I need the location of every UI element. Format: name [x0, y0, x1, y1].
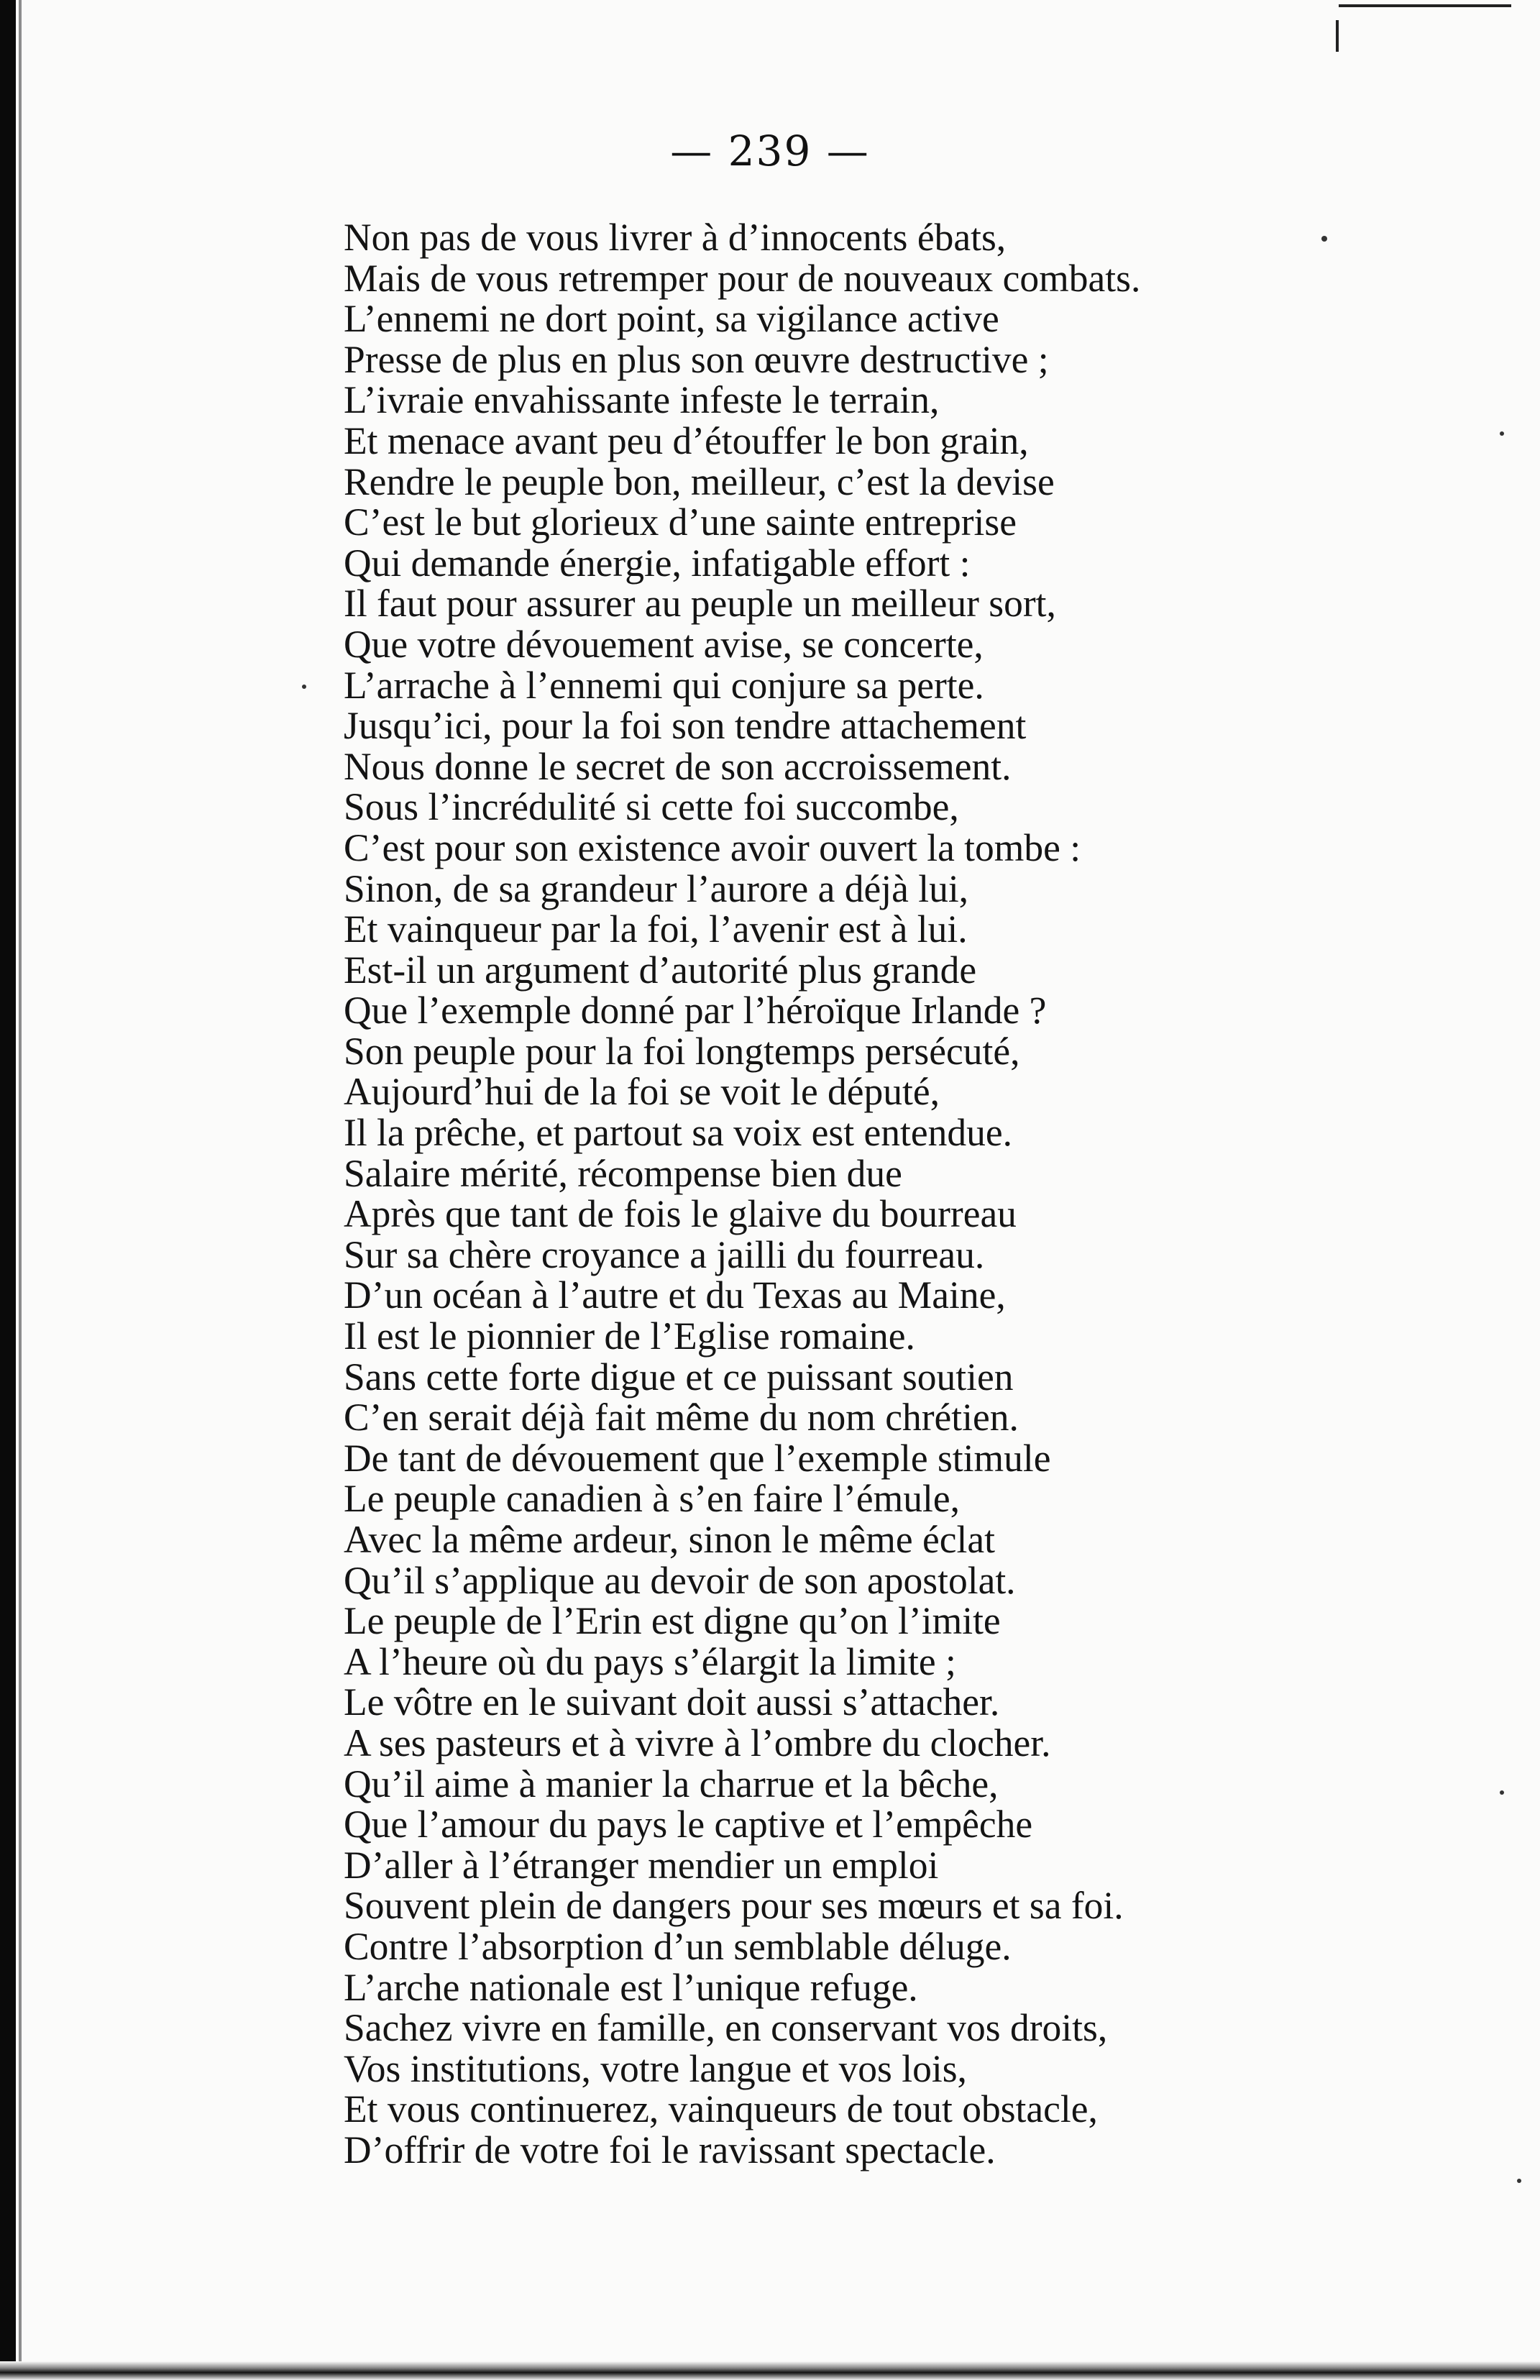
poem-line: Il est le pionnier de l’Eglise romaine.: [344, 1314, 915, 1358]
poem-line: De tant de dévouement que l’exemple stimule: [344, 1436, 1051, 1480]
poem-line: Sachez vivre en famille, en conservant vos droits,: [344, 2006, 1108, 2050]
scan-bottom-edge: [0, 2361, 1540, 2380]
poem-line: Le peuple de l’Erin est digne qu’on l’imite: [344, 1599, 1001, 1643]
poem-line: Il faut pour assurer au peuple un meilleur sort,: [344, 582, 1056, 626]
poem-line: Sinon, de sa grandeur l’aurore a déjà lui,: [344, 866, 969, 910]
poem-text: [344, 217, 1523, 2171]
poem-line: D’offrir de votre foi le ravissant spectacle.: [344, 2128, 996, 2171]
poem-line: Il la prêche, et partout sa voix est entendue.: [344, 1111, 1012, 1155]
scan-speck: [1500, 1790, 1504, 1795]
poem-line: Qui demande énergie, infatigable effort :: [344, 541, 971, 585]
scan-speck: [1500, 431, 1504, 436]
poem-line: Rendre le peuple bon, meilleur, c’est la devise: [344, 459, 1055, 503]
poem-line: Après que tant de fois le glaive du bourreau: [344, 1192, 1017, 1236]
poem-line: A l’heure où du pays s’élargit la limite ;: [344, 1639, 956, 1683]
poem-line: Et vous continuerez, vainqueurs de tout obstacle,: [344, 2087, 1098, 2131]
poem-line: Le vôtre en le suivant doit aussi s’attacher.: [344, 1680, 1000, 1724]
binding-shadow-line: [19, 0, 22, 2380]
poem-line: Son peuple pour la foi longtemps persécuté,: [344, 1029, 1020, 1073]
poem-line: Et menace avant peu d’étouffer le bon grain,: [344, 418, 1029, 462]
poem-line: D’un océan à l’autre et du Texas au Maine,: [344, 1273, 1006, 1317]
poem-line: Que votre dévouement avise, se concerte,: [344, 622, 984, 666]
poem-line: Et vainqueur par la foi, l’avenir est à lui.: [344, 907, 968, 951]
poem-line: Salaire mérité, récompense bien due: [344, 1151, 902, 1195]
poem-line: Presse de plus en plus son œuvre destructive ;: [344, 337, 1049, 381]
poem-line: Avec la même ardeur, sinon le même éclat: [344, 1518, 995, 1561]
poem-line: Non pas de vous livrer à d’innocents ébats,: [344, 216, 1007, 259]
poem-line: Jusqu’ici, pour la foi son tendre attachement: [344, 704, 1027, 748]
poem-line: L’arche nationale est l’unique refuge.: [344, 1965, 918, 2009]
scan-speck: [1517, 2179, 1521, 2183]
poem-line: Que l’amour du pays le captive et l’empêche: [344, 1803, 1033, 1846]
binding-shadow: [0, 0, 16, 2380]
page-number: — 239 —: [670, 127, 870, 175]
poem-line: Que l’exemple donné par l’héroïque Irlande ?: [344, 989, 1047, 1033]
scan-artifact-top-mark: [1336, 20, 1339, 52]
poem-line: Contre l’absorption d’un semblable déluge.: [344, 1924, 1012, 1968]
poem-line: L’ennemi ne dort point, sa vigilance active: [344, 297, 999, 341]
poem-line: D’aller à l’étranger mendier un emploi: [344, 1843, 939, 1887]
poem-line: Souvent plein de dangers pour ses mœurs et sa foi.: [344, 1884, 1124, 1928]
poem-line: A ses pasteurs et à vivre à l’ombre du clocher.: [344, 1721, 1051, 1765]
scan-speck: [1321, 236, 1327, 242]
poem-line: Le peuple canadien à s’en faire l’émule,: [344, 1477, 961, 1521]
poem-line: Vos institutions, votre langue et vos lois,: [344, 2046, 967, 2090]
poem-line: Nous donne le secret de son accroissement.: [344, 744, 1012, 788]
poem-line: Sous l’incrédulité si cette foi succombe,: [344, 785, 959, 829]
poem-line: Mais de vous retremper pour de nouveaux combats.: [344, 256, 1141, 300]
poem-line: C’en serait déjà fait même du nom chrétien.: [344, 1396, 1019, 1440]
poem-line: Sans cette forte digue et ce puissant soutien: [344, 1355, 1014, 1399]
poem-line: Sur sa chère croyance a jailli du fourreau.: [344, 1232, 985, 1276]
poem-line: C’est pour son existence avoir ouvert la tombe :: [344, 825, 1081, 869]
poem-line: Qu’il aime à manier la charrue et la bêche,: [344, 1762, 999, 1805]
poem-line: L’arrache à l’ennemi qui conjure sa perte.: [344, 663, 984, 707]
poem-line: L’ivraie envahissante infeste le terrain,: [344, 378, 940, 422]
scan-artifact-top-rule: [1339, 4, 1511, 7]
poem-line: Aujourd’hui de la foi se voit le député,: [344, 1070, 940, 1114]
poem-line: Qu’il s’applique au devoir de son apostolat.: [344, 1558, 1016, 1602]
scan-speck: [302, 685, 306, 689]
poem-line: Est-il un argument d’autorité plus grande: [344, 948, 977, 992]
poem-line: C’est le but glorieux d’une sainte entreprise: [344, 500, 1017, 544]
